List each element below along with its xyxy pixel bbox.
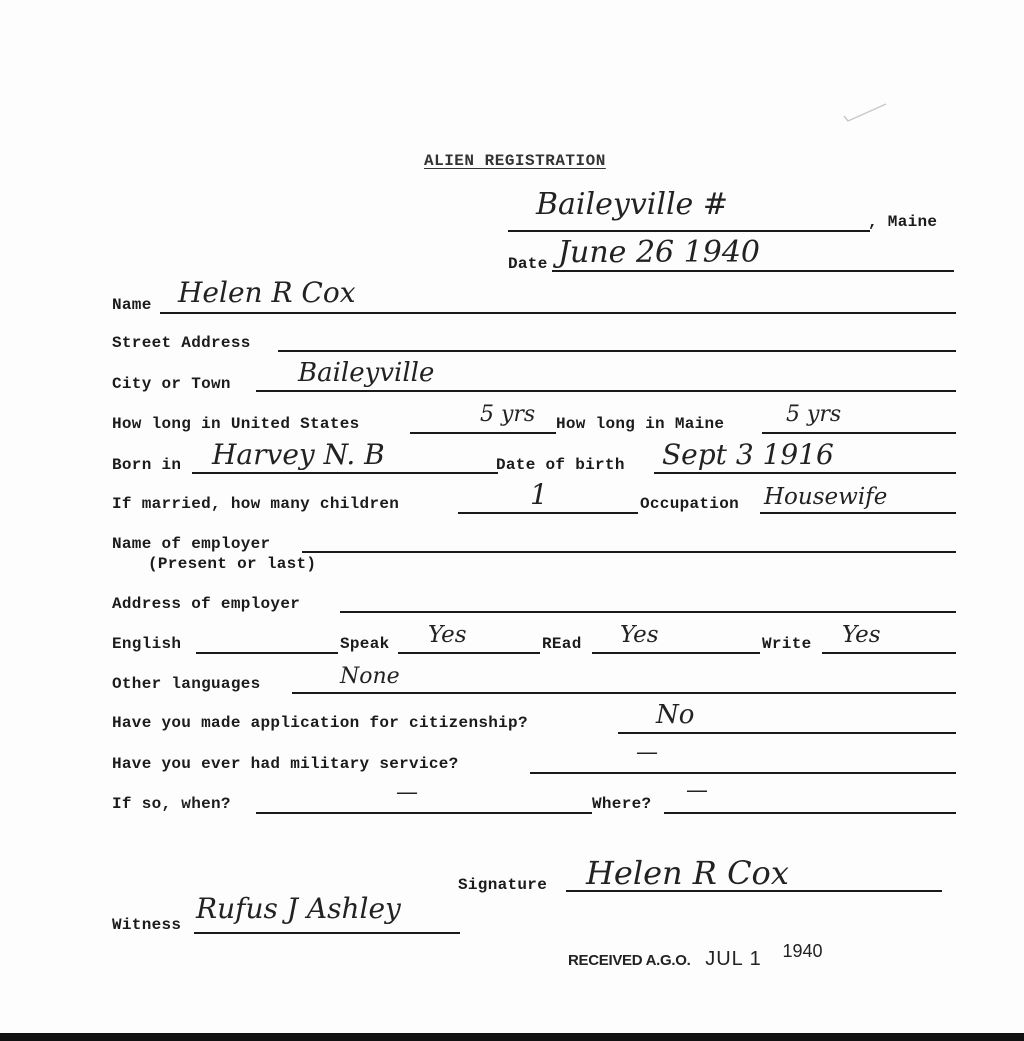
received-stamp-year: 1940: [782, 941, 823, 961]
children-label: If married, how many children: [112, 495, 400, 513]
other-lang-label: Other languages: [112, 675, 261, 693]
name-line: [160, 312, 956, 314]
witness-label: Witness: [112, 916, 182, 934]
where-line: [664, 812, 956, 814]
where-entry: —: [686, 778, 708, 803]
citizenship-line: [618, 732, 956, 734]
dob-entry: Sept 3 1916: [662, 438, 834, 471]
town-line: [508, 230, 870, 232]
city-entry: Baileyville: [298, 358, 435, 388]
signature-entry: Helen R Cox: [586, 854, 789, 892]
born-label: Born in: [112, 456, 182, 474]
english-label: English: [112, 635, 182, 653]
write-line: [822, 652, 956, 654]
how-long-maine-line: [762, 432, 956, 434]
name-label: Name: [112, 296, 152, 314]
write-label: Write: [762, 635, 812, 653]
speak-line: [398, 652, 540, 654]
city-line: [256, 390, 956, 392]
received-stamp: [568, 941, 823, 971]
children-line: [458, 512, 638, 514]
street-line: [278, 350, 956, 352]
military-label: Have you ever had military service?: [112, 755, 459, 773]
witness-entry: Rufus J Ashley: [196, 892, 401, 925]
read-label: REad: [542, 635, 582, 653]
date-line: [552, 270, 954, 272]
citizenship-entry: No: [656, 700, 695, 730]
signature-label: Signature: [458, 876, 548, 894]
town-entry: Baileyville #: [536, 187, 728, 222]
write-entry: Yes: [842, 622, 881, 648]
signature-line: [566, 890, 942, 892]
when-entry: —: [396, 780, 418, 805]
military-entry: —: [636, 740, 658, 765]
born-line: [192, 472, 498, 474]
how-long-us-label: How long in United States: [112, 415, 360, 433]
employer-address-line: [340, 611, 956, 613]
how-long-maine-entry: 5 yrs: [786, 402, 842, 427]
employer-label: Name of employer: [112, 535, 271, 553]
employer-line: [302, 551, 956, 553]
other-lang-line: [292, 692, 956, 694]
read-entry: Yes: [620, 622, 659, 648]
witness-line: [194, 932, 460, 934]
check-mark-icon: [842, 102, 888, 122]
english-line: [196, 652, 338, 654]
date-label: Date: [508, 255, 548, 273]
when-line: [256, 812, 592, 814]
speak-label: Speak: [340, 635, 390, 653]
citizenship-label: Have you made application for citizenship?: [112, 714, 528, 732]
military-line: [530, 772, 956, 774]
occupation-entry: Housewife: [764, 484, 888, 510]
dob-label: Date of birth: [496, 456, 625, 474]
received-stamp-date: JUL 1: [705, 948, 762, 970]
employer-sub-label: (Present or last): [148, 555, 317, 573]
dob-line: [654, 472, 956, 474]
read-line: [592, 652, 760, 654]
children-entry: 1: [530, 478, 548, 511]
state-label: , Maine: [868, 213, 938, 231]
date-entry: June 26 1940: [558, 235, 761, 270]
other-lang-entry: None: [340, 664, 400, 689]
scan-edge: [0, 1033, 1024, 1041]
speak-entry: Yes: [428, 622, 467, 648]
city-label: City or Town: [112, 375, 231, 393]
when-label: If so, when?: [112, 795, 231, 813]
name-entry: Helen R Cox: [178, 276, 356, 309]
born-entry: Harvey N. B: [212, 438, 385, 471]
where-label: Where?: [592, 795, 652, 813]
street-label: Street Address: [112, 334, 251, 352]
occupation-label: Occupation: [640, 495, 740, 513]
how-long-us-entry: 5 yrs: [480, 402, 536, 427]
employer-address-label: Address of employer: [112, 595, 301, 613]
occupation-line: [760, 512, 956, 514]
received-stamp-label: RECEIVED A.G.O.: [568, 952, 691, 969]
how-long-us-line: [410, 432, 556, 434]
form-title: ALIEN REGISTRATION: [424, 152, 606, 170]
how-long-maine-label: How long in Maine: [556, 415, 725, 433]
